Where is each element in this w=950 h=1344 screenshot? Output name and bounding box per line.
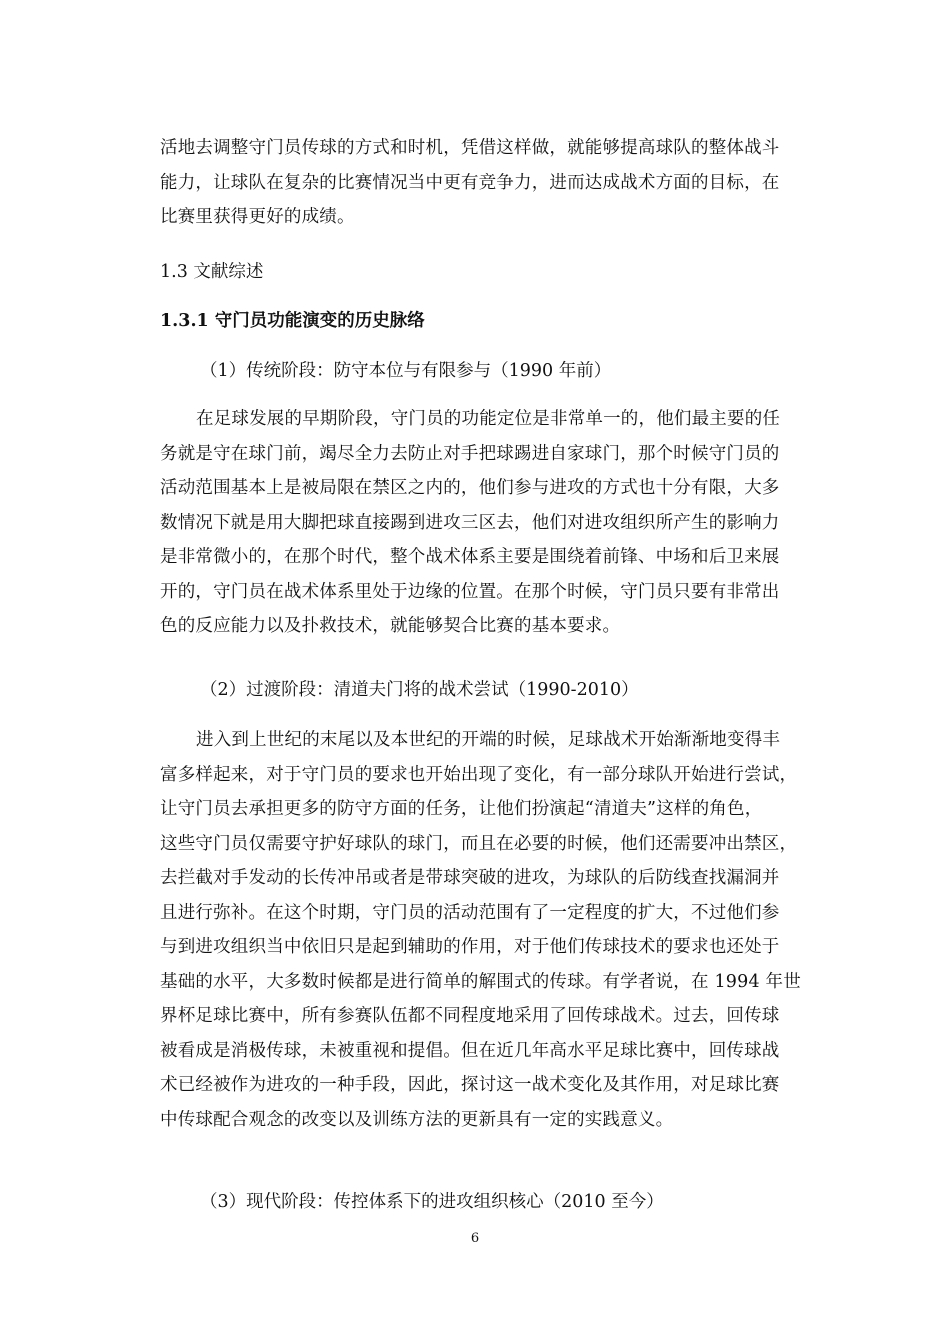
paragraph-line: 与到进攻组织当中依旧只是起到辅助的作用，对于他们传球技术的要求也还处于 [160, 937, 780, 957]
paragraph-line: 去拦截对手发动的长传冲吊或者是带球突破的进攻，为球队的后防线查找漏洞并 [160, 868, 780, 888]
paragraph-line: 是非常微小的，在那个时代，整个战术体系主要是围绕着前锋、中场和后卫来展 [160, 547, 780, 567]
paragraph-line: 界杯足球比赛中，所有参赛队伍都不同程度地采用了回传球战术。过去，回传球 [160, 1006, 780, 1026]
paragraph-line: 进入到上世纪的末尾以及本世纪的开端的时候，足球战术开始渐渐地变得丰 [196, 730, 781, 750]
paragraph-line: 能力，让球队在复杂的比赛情况当中更有竞争力，进而达成战术方面的目标，在 [160, 172, 780, 193]
section-heading: 1.3 文献综述 [160, 262, 264, 282]
stage2-title: （2）过渡阶段：清道夫门将的战术尝试（1990-2010） [200, 680, 639, 700]
paragraph-line: 被看成是消极传球，未被重视和提倡。但在近几年高水平足球比赛中，回传球战 [160, 1040, 780, 1061]
intro-paragraph [160, 131, 840, 235]
stage2-paragraph [160, 723, 840, 1137]
stage1-paragraph [160, 402, 840, 644]
paragraph-line: 色的反应能力以及扑救技术，就能够契合比赛的基本要求。 [160, 616, 621, 636]
paragraph-line: 术已经被作为进攻的一种手段，因此，探讨这一战术变化及其作用，对足球比赛 [160, 1075, 780, 1095]
paragraph-line: 务就是守在球门前，竭尽全力去防止对手把球踢进自家球门，那个时候守门员的 [160, 443, 780, 464]
paragraph-line: 且进行弥补。在这个时期，守门员的活动范围有了一定程度的扩大，不过他们参 [160, 902, 780, 923]
stage3-title: （3）现代阶段：传控体系下的进攻组织核心（2010 至今） [200, 1192, 664, 1212]
subsection-heading: 1.3.1 守门员功能演变的历史脉络 [160, 311, 425, 331]
paragraph-line: 这些守门员仅需要守护好球队的球门，而且在必要的时候，他们还需要冲出禁区， [160, 833, 798, 854]
paragraph-line: 基础的水平，大多数时候都是进行简单的解围式的传球。有学者说，在 1994 年世 [160, 971, 801, 992]
paragraph-line: 活动范围基本上是被局限在禁区之内的，他们参与进攻的方式也十分有限，大多 [160, 478, 780, 498]
paragraph-line: 比赛里获得更好的成绩。 [160, 207, 355, 227]
paragraph-line: 富多样起来，对于守门员的要求也开始出现了变化，有一部分球队开始进行尝试， [160, 764, 798, 785]
paragraph-line: 数情况下就是用大脚把球直接踢到进攻三区去，他们对进攻组织所产生的影响力 [160, 512, 780, 533]
paragraph-line: 活地去调整守门员传球的方式和时机，凭借这样做，就能够提高球队的整体战斗 [160, 138, 780, 158]
paragraph-line: 开的，守门员在战术体系里处于边缘的位置。在那个时候，守门员只要有非常出 [160, 581, 780, 602]
paragraph-line: 让守门员去承担更多的防守方面的任务，让他们扮演起“清道夫”这样的角色， [160, 799, 763, 819]
paragraph-line: 在足球发展的早期阶段，守门员的功能定位是非常单一的，他们最主要的任 [196, 409, 781, 429]
page-number: 6 [470, 1231, 480, 1246]
stage1-title: （1）传统阶段：防守本位与有限参与（1990 年前） [200, 361, 612, 381]
paragraph-line: 中传球配合观念的改变以及训练方法的更新具有一定的实践意义。 [160, 1109, 674, 1130]
